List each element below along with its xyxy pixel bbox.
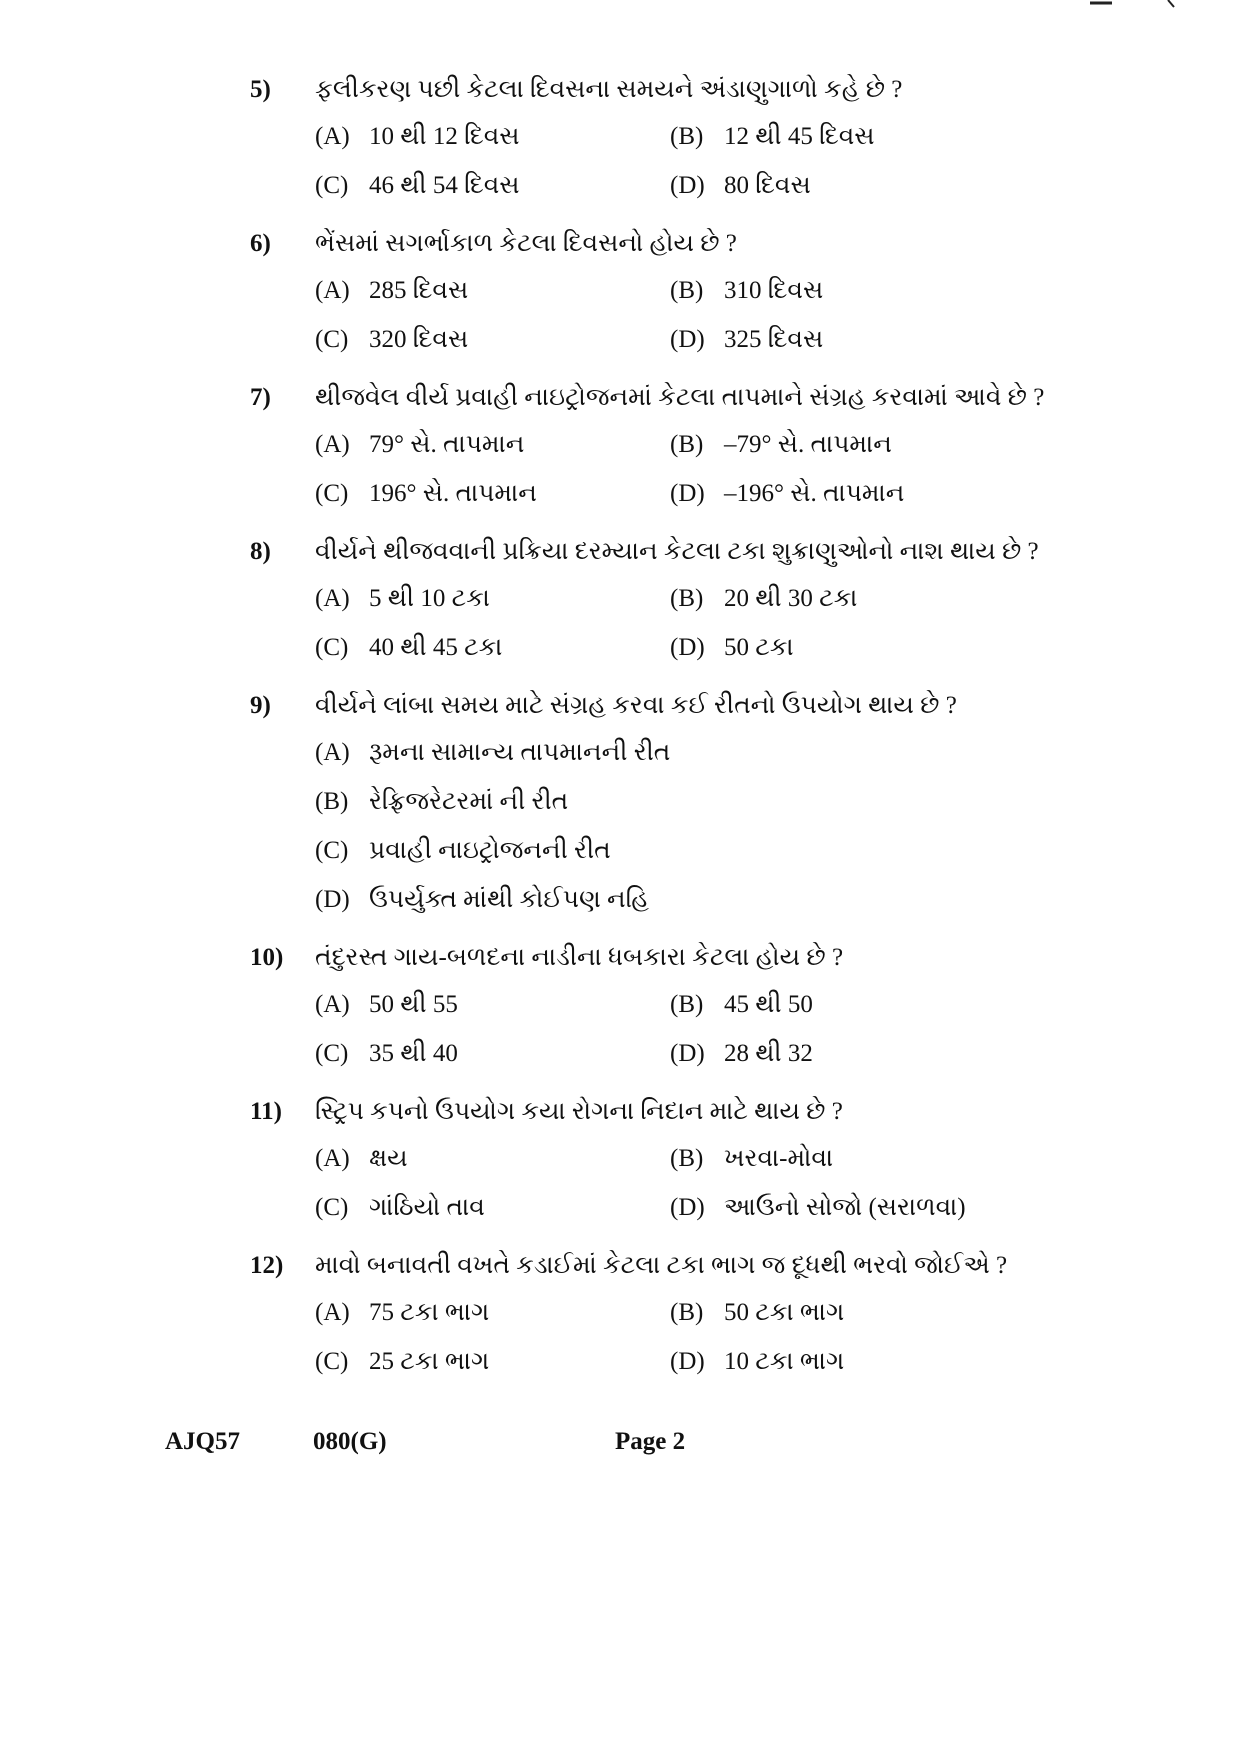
option-text: 12 થી 45 દિવસ [724, 123, 875, 150]
option-text: ઉપર્યુક્ત માંથી કોઈપણ નહિ [369, 886, 650, 913]
option-letter: (A) [315, 1145, 350, 1172]
option-b [315, 777, 568, 826]
option-letter: (D) [670, 1348, 705, 1375]
option-letter: (B) [670, 991, 704, 1018]
option-c [315, 1029, 458, 1078]
option-letter: (C) [315, 1194, 349, 1221]
option-c [315, 315, 468, 364]
option-b [670, 1134, 833, 1183]
option-d [670, 1029, 813, 1078]
question-11 [250, 1090, 1050, 1232]
option-c [315, 469, 537, 518]
option-letter: (C) [315, 172, 349, 199]
option-letter: (A) [315, 123, 350, 150]
option-text: 10 ટકા ભાગ [724, 1348, 845, 1375]
question-10 [250, 936, 1050, 1078]
option-letter: (C) [315, 1348, 349, 1375]
option-text: 80 દિવસ [724, 172, 811, 199]
question-number: 5) [250, 76, 271, 103]
question-text: થીજવેલ વીર્ય પ્રવાહી નાઇટ્રોજનમાં કેટલા તાપમાને સંગ્રહ કરવામાં આવે છે ? [315, 384, 1045, 411]
option-letter: (D) [670, 172, 705, 199]
option-text: 75 ટકા ભાગ [369, 1299, 490, 1326]
question-text: તંદુરસ્ત ગાય-બળદના નાડીના ધબકારા કેટલા હોય છે ? [315, 944, 844, 971]
option-letter: (C) [315, 480, 349, 507]
option-text: 40 થી 45 ટકા [369, 634, 503, 661]
option-text: 50 ટકા ભાગ [724, 1299, 845, 1326]
question-number: 8) [250, 538, 271, 565]
question-number: 9) [250, 692, 271, 719]
question-number: 7) [250, 384, 271, 411]
option-text: રેફ્રિજરેટરમાં ની રીત [369, 788, 569, 815]
option-a [315, 266, 468, 315]
option-text: ગાંઠિયો તાવ [369, 1194, 485, 1221]
option-letter: (D) [670, 1194, 705, 1221]
question-text: માવો બનાવતી વખતે કડાઈમાં કેટલા ટકા ભાગ જ દૂધથી ભરવો જોઈએ ? [315, 1252, 1008, 1279]
option-text: ખરવા-મોવા [724, 1145, 834, 1172]
scan-corner-mark [1090, 0, 1180, 8]
option-a [315, 112, 520, 161]
option-letter: (B) [670, 1299, 704, 1326]
option-b [670, 574, 857, 623]
option-letter: (A) [315, 991, 350, 1018]
option-text: –79° સે. તાપમાન [724, 431, 892, 458]
option-d [670, 469, 904, 518]
option-c [315, 1337, 489, 1386]
question-text: વીર્યને લાંબા સમય માટે સંગ્રહ કરવા કઈ રીતનો ઉપયોગ થાય છે ? [315, 692, 957, 719]
option-letter: (B) [670, 431, 704, 458]
option-letter: (C) [315, 326, 349, 353]
option-a [315, 1134, 408, 1183]
option-letter: (B) [670, 585, 704, 612]
question-list [250, 68, 1050, 1398]
option-text: પ્રવાહી નાઇટ્રોજનની રીત [369, 837, 611, 864]
question-9 [250, 684, 1050, 924]
option-d [670, 623, 794, 672]
question-12 [250, 1244, 1050, 1386]
option-text: –196° સે. તાપમાન [724, 480, 905, 507]
option-letter: (A) [315, 277, 350, 304]
option-letter: (B) [315, 788, 349, 815]
option-text: 35 થી 40 [369, 1040, 458, 1067]
option-b [670, 420, 892, 469]
option-text: 50 થી 55 [369, 991, 458, 1018]
option-letter: (B) [670, 277, 704, 304]
option-letter: (A) [315, 585, 350, 612]
question-number: 12) [250, 1252, 284, 1279]
option-a [315, 420, 524, 469]
option-text: 320 દિવસ [369, 326, 469, 353]
option-c [315, 623, 502, 672]
question-text: ભેંસમાં સગર્ભાકાળ કેટલા દિવસનો હોય છે ? [315, 230, 737, 257]
question-text: સ્ટ્રિપ કપનો ઉપયોગ કયા રોગના નિદાન માટે થાય છે ? [315, 1098, 843, 1125]
exam-code: AJQ57 [165, 1428, 240, 1455]
option-text: 325 દિવસ [724, 326, 824, 353]
option-b [670, 266, 823, 315]
option-letter: (B) [670, 1145, 704, 1172]
page-number: Page 2 [615, 1428, 686, 1455]
option-letter: (A) [315, 1299, 350, 1326]
option-a [315, 728, 670, 777]
option-letter: (C) [315, 634, 349, 661]
page-footer [165, 1422, 1065, 1462]
option-letter: (C) [315, 837, 349, 864]
question-text: વીર્યને થીજવવાની પ્રક્રિયા દરમ્યાન કેટલા ટકા શુક્રાણુઓનો નાશ થાય છે ? [315, 538, 1039, 565]
option-d [670, 1337, 844, 1386]
option-text: 25 ટકા ભાગ [369, 1348, 490, 1375]
question-number: 11) [250, 1098, 282, 1125]
option-b [670, 112, 875, 161]
option-letter: (A) [315, 431, 350, 458]
question-number: 10) [250, 944, 284, 971]
option-letter: (D) [670, 480, 705, 507]
option-text: 285 દિવસ [369, 277, 469, 304]
option-d [670, 315, 823, 364]
question-5 [250, 68, 1050, 210]
option-letter: (D) [670, 634, 705, 661]
option-c [315, 1183, 485, 1232]
question-text: ફલીકરણ પછી કેટલા દિવસના સમયને અંડાણુગાળો કહે છે ? [315, 76, 903, 103]
option-b [670, 980, 813, 1029]
option-letter: (D) [315, 886, 350, 913]
paper-code: 080(G) [313, 1428, 387, 1455]
option-letter: (C) [315, 1040, 349, 1067]
option-letter: (A) [315, 739, 350, 766]
question-8 [250, 530, 1050, 672]
option-text: 310 દિવસ [724, 277, 824, 304]
option-text: આઉનો સોજો (સરાળવા) [724, 1194, 966, 1221]
option-text: 45 થી 50 [724, 991, 813, 1018]
option-text: 20 થી 30 ટકા [724, 585, 858, 612]
option-c [315, 161, 520, 210]
option-d [670, 1183, 966, 1232]
option-a [315, 980, 458, 1029]
option-text: 50 ટકા [724, 634, 794, 661]
option-text: 79° સે. તાપમાન [369, 431, 525, 458]
option-text: રૂમના સામાન્ય તાપમાનની રીત [369, 739, 671, 766]
option-a [315, 574, 490, 623]
option-text: ક્ષય [369, 1145, 408, 1172]
option-d [670, 161, 811, 210]
option-letter: (D) [670, 326, 705, 353]
option-d [315, 875, 649, 924]
option-a [315, 1288, 489, 1337]
question-7 [250, 376, 1050, 518]
option-letter: (D) [670, 1040, 705, 1067]
question-6 [250, 222, 1050, 364]
option-b [670, 1288, 844, 1337]
option-c [315, 826, 611, 875]
option-text: 10 થી 12 દિવસ [369, 123, 520, 150]
option-letter: (B) [670, 123, 704, 150]
option-text: 28 થી 32 [724, 1040, 813, 1067]
question-number: 6) [250, 230, 271, 257]
option-text: 196° સે. તાપમાન [369, 480, 537, 507]
option-text: 46 થી 54 દિવસ [369, 172, 520, 199]
option-text: 5 થી 10 ટકા [369, 585, 490, 612]
